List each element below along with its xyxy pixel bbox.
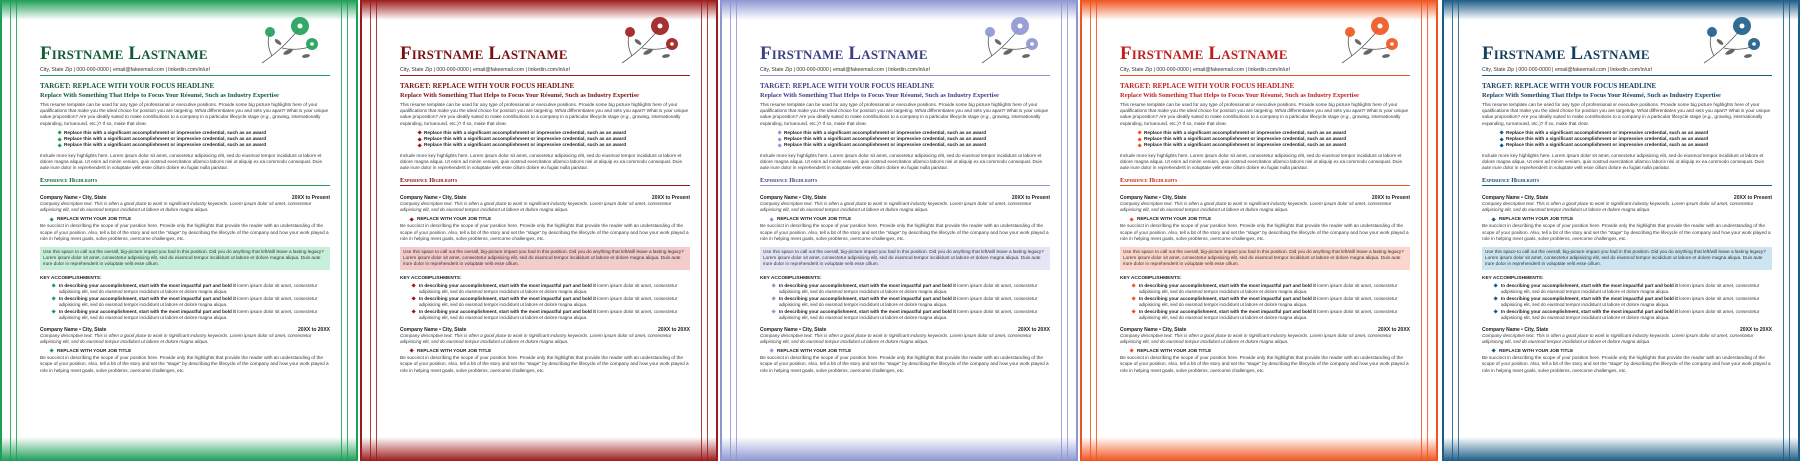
company-description: Company descriptive text. This is often a good place to work in significant industry keywords. Lorem ipsum dolor sit amet, consectetur adipisicing elit, sed do eiusmod tempor incididunt ut labore et dolore magna aliqua.	[40, 201, 312, 213]
resume-body	[400, 44, 690, 374]
job-dates: 20XX to Present	[1733, 195, 1772, 202]
highlight-list	[778, 130, 1050, 149]
scope-paragraph: Be succinct in describing the scope of your position here. Provide only the highlights that provide the reader with an understanding of the scope of your position. Also, tell a bit of the story and set the "stage" by describing the lifecycle of the company and how your work played a role in helping meet goals, solve problems, overcome challenges, etc.	[1120, 355, 1409, 373]
key-accomplishments-label: KEY ACCOMPLISHMENTS:	[400, 275, 462, 281]
summary-paragraph: This resume template can be used for any type of professional or executive positions. Provide some big picture highlights here of your qualifications that make you the ideal choice for position you are targeting. What differentiates you and sets you apart? What is your unique value proposition? Are you ideally suited to make contributions to a company in a particular lifecycle stage (e.g., growing, internationally expanding, turnaround, etc.)? If so, make that clear.	[1120, 102, 1409, 126]
right-rule	[1783, 0, 1784, 461]
list-item: In describing your accomplishment, start with the most impactful part and bold it lorem ipsum dolor sit amet, consectetur adipisicing elit, sed do eiusmod tempor incididunt ut labore et dolore magna aliqua.	[1494, 296, 1772, 308]
right-rule	[1061, 0, 1062, 461]
contact-line: City, State Zip | 000-000-0000 | email@fakeemail.com | linkedin.com/in/url	[1482, 67, 1652, 73]
diamond-bullet-icon	[777, 131, 782, 136]
job-title: REPLACE WITH YOUR JOB TITLE	[1130, 348, 1410, 353]
list-item: Replace this with a significant accomplishment or impressive credential, such as an award	[418, 136, 690, 142]
list-item: In describing your accomplishment, start with the most impactful part and bold it lorem ipsum dolor sit amet, consectetur adipisicing elit, sed do eiusmod tempor incididunt ut labore et dolore magna aliqua.	[412, 296, 690, 308]
diamond-bullet-icon	[417, 131, 422, 136]
diamond-bullet-icon	[49, 217, 54, 222]
contact-line: City, State Zip | 000-000-0000 | email@fakeemail.com | linkedin.com/in/url	[760, 67, 930, 73]
diamond-bullet-icon	[1499, 131, 1504, 136]
right-rule	[1067, 0, 1068, 461]
right-rule	[707, 0, 708, 461]
highlight-list	[418, 130, 690, 149]
list-item: In describing your accomplishment, start with the most impactful part and bold it lorem ipsum dolor sit amet, consectetur adipisicing elit, sed do eiusmod tempor incididunt ut labore et dolore magna aliqua.	[1132, 296, 1410, 308]
diamond-bullet-icon	[1131, 283, 1136, 288]
diamond-bullet-icon	[417, 137, 422, 142]
job-dates: 20XX to Present	[651, 195, 690, 202]
diamond-bullet-icon	[1499, 137, 1504, 142]
focus-subheadline: Replace With Something That Helps to Focus Your Résumé, Such as Industry Expertise	[1482, 92, 1721, 99]
right-rule	[1427, 0, 1428, 461]
diamond-bullet-icon	[411, 296, 416, 301]
company-line: Company Name • City, State	[40, 195, 107, 202]
job-title: REPLACE WITH YOUR JOB TITLE	[410, 348, 690, 353]
job-dates: 20XX to Present	[291, 195, 330, 202]
right-rule	[701, 0, 702, 461]
divider	[1482, 185, 1772, 186]
left-rule	[1452, 0, 1453, 461]
list-item: Replace this with a significant accomplishment or impressive credential, such as an award	[1500, 142, 1772, 148]
more-highlights-paragraph: Include more key highlights here. Lorem ipsum dolor sit amet, consectetur adipisicing elit, sed do eiusmod tempor incididunt ut labore et dolore magna aliqua. Ut enim ad minim veniam, quis nostrud exercitation ullamco laboris nisi ut aliquip ex ea commodo consequat. Duis aute irure dolor in reprehenderit in voluptate velit esse cillum dolore eu fugiat nulla pariatur.	[40, 152, 322, 171]
list-item: In describing your accomplishment, start with the most impactful part and bold it lorem ipsum dolor sit amet, consectetur adipisicing elit, sed do eiusmod tempor incididunt ut labore et dolore magna aliqua.	[52, 283, 330, 295]
job-title: REPLACE WITH YOUR JOB TITLE	[770, 348, 1050, 353]
candidate-name: Firstname Lastname	[1120, 43, 1288, 64]
diamond-bullet-icon	[411, 283, 416, 288]
diamond-bullet-icon	[1131, 310, 1136, 315]
company-line: Company Name • City, State	[760, 195, 827, 202]
list-item: Replace this with a significant accomplishment or impressive credential, such as an award	[58, 136, 330, 142]
focus-subheadline: Replace With Something That Helps to Focus Your Résumé, Such as Industry Expertise	[760, 92, 999, 99]
job-title: REPLACE WITH YOUR JOB TITLE	[1492, 348, 1772, 353]
key-accomplishments-label: KEY ACCOMPLISHMENTS:	[1120, 275, 1182, 281]
resume-page-red[interactable]	[360, 0, 718, 461]
job-title: REPLACE WITH YOUR JOB TITLE	[50, 216, 330, 221]
company-line: Company Name • City, State	[40, 327, 107, 334]
list-item: Replace this with a significant accomplishment or impressive credential, such as an award	[1138, 130, 1410, 136]
list-item: In describing your accomplishment, start with the most impactful part and bold it lorem ipsum dolor sit amet, consectetur adipisicing elit, sed do eiusmod tempor incididunt ut labore et dolore magna aliqua.	[1494, 309, 1772, 321]
more-highlights-paragraph: Include more key highlights here. Lorem ipsum dolor sit amet, consectetur adipisicing elit, sed do eiusmod tempor incididunt ut labore et dolore magna aliqua. Ut enim ad minim veniam, quis nostrud exercitation ullamco laboris nisi ut aliquip ex ea commodo consequat. Duis aute irure dolor in reprehenderit in voluptate velit esse cillum dolore eu fugiat nulla pariatur.	[1120, 152, 1402, 171]
focus-headline: TARGET: REPLACE WITH YOUR FOCUS HEADLINE	[400, 82, 575, 90]
candidate-name: Firstname Lastname	[40, 43, 208, 64]
bottom-color-band	[1444, 437, 1798, 461]
diamond-bullet-icon	[1137, 137, 1142, 142]
diamond-bullet-icon	[769, 349, 774, 354]
scope-paragraph: Be succinct in describing the scope of your position here. Provide only the highlights that provide the reader with an understanding of the scope of your position. Also, tell a bit of the story and set the "stage" by describing the lifecycle of the company and how your work played a role in helping meet goals, solve problems, overcome challenges, etc.	[1120, 223, 1409, 241]
job-dates: 20XX to 20XX	[1740, 327, 1772, 334]
left-rule	[10, 0, 11, 461]
diamond-bullet-icon	[771, 283, 776, 288]
accomplishment-list	[1494, 283, 1772, 322]
impact-callout: Use this space to call out the overall, big-picture impact you had in this position. Did you do anything that left/will leave a lasting legacy? Lorem ipsum dolor sit amet, consectetur adipisicing elit, sed do eiusmod tempor incididunt ut labore et dolore magna aliqua. Duis aute irure dolor in reprehenderit in voluptate velit esse cillum.	[1120, 247, 1410, 270]
summary-paragraph: This resume template can be used for any type of professional or executive positions. Provide some big picture highlights here of your qualifications that make you the ideal choice for position you are targeting. What differentiates you and sets you apart? What is your unique value proposition? Are you ideally suited to make contributions to a company in a particular lifecycle stage (e.g., growing, internationally expanding, turnaround, etc.)? If so, make that clear.	[400, 102, 689, 126]
resume-page-lavender[interactable]	[720, 0, 1078, 461]
job-dates: 20XX to Present	[1011, 195, 1050, 202]
divider	[1120, 75, 1410, 76]
accomplishment-list	[772, 283, 1050, 322]
list-item: In describing your accomplishment, start with the most impactful part and bold it lorem ipsum dolor sit amet, consectetur adipisicing elit, sed do eiusmod tempor incididunt ut labore et dolore magna aliqua.	[412, 309, 690, 321]
bottom-color-band	[2, 437, 356, 461]
job-dates: 20XX to 20XX	[1378, 327, 1410, 334]
diamond-bullet-icon	[1499, 143, 1504, 148]
right-rule	[341, 0, 342, 461]
diamond-bullet-icon	[49, 349, 54, 354]
scope-paragraph: Be succinct in describing the scope of your position here. Provide only the highlights that provide the reader with an understanding of the scope of your position. Also, tell a bit of the story and set the "stage" by describing the lifecycle of the company and how your work played a role in helping meet goals, solve problems, overcome challenges, etc.	[400, 355, 689, 373]
diamond-bullet-icon	[769, 217, 774, 222]
list-item: Replace this with a significant accomplishment or impressive credential, such as an award	[1138, 136, 1410, 142]
contact-line: City, State Zip | 000-000-0000 | email@fakeemail.com | linkedin.com/in/url	[1120, 67, 1290, 73]
list-item: In describing your accomplishment, start with the most impactful part and bold it lorem ipsum dolor sit amet, consectetur adipisicing elit, sed do eiusmod tempor incididunt ut labore et dolore magna aliqua.	[52, 309, 330, 321]
divider	[1482, 75, 1772, 76]
job-title: REPLACE WITH YOUR JOB TITLE	[410, 216, 690, 221]
job-title: REPLACE WITH YOUR JOB TITLE	[1492, 216, 1772, 221]
diamond-bullet-icon	[1491, 349, 1496, 354]
list-item: Replace this with a significant accomplishment or impressive credential, such as an award	[1500, 130, 1772, 136]
right-rule	[1789, 0, 1790, 461]
list-item: In describing your accomplishment, start with the most impactful part and bold it lorem ipsum dolor sit amet, consectetur adipisicing elit, sed do eiusmod tempor incididunt ut labore et dolore magna aliqua.	[1494, 283, 1772, 295]
list-item: In describing your accomplishment, start with the most impactful part and bold it lorem ipsum dolor sit amet, consectetur adipisicing elit, sed do eiusmod tempor incididunt ut labore et dolore magna aliqua.	[52, 296, 330, 308]
diamond-bullet-icon	[771, 310, 776, 315]
diamond-bullet-icon	[57, 137, 62, 142]
diamond-bullet-icon	[1493, 283, 1498, 288]
company-line: Company Name • City, State	[760, 327, 827, 334]
resume-body	[760, 44, 1050, 374]
focus-subheadline: Replace With Something That Helps to Focus Your Résumé, Such as Industry Expertise	[40, 92, 279, 99]
diamond-bullet-icon	[1493, 310, 1498, 315]
company-description: Company descriptive text. This is often a good place to work in significant industry keywords. Lorem ipsum dolor sit amet, consectetur adipisicing elit, sed do eiusmod tempor incididunt ut labore et dolore magna aliqua.	[760, 201, 1032, 213]
company-description: Company descriptive text. This is often a good place to work in significant industry keywords. Lorem ipsum dolor sit amet, consectetur adipisicing elit, sed do eiusmod tempor incididunt ut labore et dolore magna aliqua.	[1120, 333, 1392, 345]
bottom-color-band	[722, 437, 1076, 461]
scope-paragraph: Be succinct in describing the scope of your position here. Provide only the highlights that provide the reader with an understanding of the scope of your position. Also, tell a bit of the story and set the "stage" by describing the lifecycle of the company and how your work played a role in helping meet goals, solve problems, overcome challenges, etc.	[40, 223, 329, 241]
company-line: Company Name • City, State	[400, 195, 467, 202]
list-item: Replace this with a significant accomplishment or impressive credential, such as an award	[1138, 142, 1410, 148]
divider	[1120, 185, 1410, 186]
summary-paragraph: This resume template can be used for any type of professional or executive positions. Provide some big picture highlights here of your qualifications that make you the ideal choice for position you are targeting. What differentiates you and sets you apart? What is your unique value proposition? Are you ideally suited to make contributions to a company in a particular lifecycle stage (e.g., growing, internationally expanding, turnaround, etc.)? If so, make that clear.	[1482, 102, 1771, 126]
divider	[400, 75, 690, 76]
diamond-bullet-icon	[409, 217, 414, 222]
company-line: Company Name • City, State	[1120, 195, 1187, 202]
bottom-color-band	[1082, 437, 1436, 461]
left-rule	[1096, 0, 1097, 461]
job-title: REPLACE WITH YOUR JOB TITLE	[770, 216, 1050, 221]
list-item: In describing your accomplishment, start with the most impactful part and bold it lorem ipsum dolor sit amet, consectetur adipisicing elit, sed do eiusmod tempor incididunt ut labore et dolore magna aliqua.	[1132, 283, 1410, 295]
diamond-bullet-icon	[409, 349, 414, 354]
company-description: Company descriptive text. This is often a good place to work in significant industry keywords. Lorem ipsum dolor sit amet, consectetur adipisicing elit, sed do eiusmod tempor incididunt ut labore et dolore magna aliqua.	[400, 333, 672, 345]
impact-callout: Use this space to call out the overall, big-picture impact you had in this position. Did you do anything that left/will leave a lasting legacy? Lorem ipsum dolor sit amet, consectetur adipisicing elit, sed do eiusmod tempor incididunt ut labore et dolore magna aliqua. Duis aute irure dolor in reprehenderit in voluptate velit esse cillum.	[40, 247, 330, 270]
list-item: Replace this with a significant accomplishment or impressive credential, such as an award	[778, 136, 1050, 142]
list-item: In describing your accomplishment, start with the most impactful part and bold it lorem ipsum dolor sit amet, consectetur adipisicing elit, sed do eiusmod tempor incididunt ut labore et dolore magna aliqua.	[772, 296, 1050, 308]
company-description: Company descriptive text. This is often a good place to work in significant industry keywords. Lorem ipsum dolor sit amet, consectetur adipisicing elit, sed do eiusmod tempor incididunt ut labore et dolore magna aliqua.	[1482, 201, 1754, 213]
accomplishment-list	[412, 283, 690, 322]
focus-subheadline: Replace With Something That Helps to Focus Your Résumé, Such as Industry Expertise	[1120, 92, 1359, 99]
job-dates: 20XX to Present	[1371, 195, 1410, 202]
job-title: REPLACE WITH YOUR JOB TITLE	[1130, 216, 1410, 221]
key-accomplishments-label: KEY ACCOMPLISHMENTS:	[760, 275, 822, 281]
list-item: In describing your accomplishment, start with the most impactful part and bold it lorem ipsum dolor sit amet, consectetur adipisicing elit, sed do eiusmod tempor incididunt ut labore et dolore magna aliqua.	[772, 283, 1050, 295]
candidate-name: Firstname Lastname	[760, 43, 928, 64]
diamond-bullet-icon	[1493, 296, 1498, 301]
impact-callout: Use this space to call out the overall, big-picture impact you had in this position. Did you do anything that left/will leave a lasting legacy? Lorem ipsum dolor sit amet, consectetur adipisicing elit, sed do eiusmod tempor incididunt ut labore et dolore magna aliqua. Duis aute irure dolor in reprehenderit in voluptate velit esse cillum.	[400, 247, 690, 270]
company-description: Company descriptive text. This is often a good place to work in significant industry keywords. Lorem ipsum dolor sit amet, consectetur adipisicing elit, sed do eiusmod tempor incididunt ut labore et dolore magna aliqua.	[40, 333, 312, 345]
list-item: Replace this with a significant accomplishment or impressive credential, such as an award	[58, 130, 330, 136]
accomplishment-list	[1132, 283, 1410, 322]
company-description: Company descriptive text. This is often a good place to work in significant industry keywords. Lorem ipsum dolor sit amet, consectetur adipisicing elit, sed do eiusmod tempor incididunt ut labore et dolore magna aliqua.	[400, 201, 672, 213]
diamond-bullet-icon	[57, 131, 62, 136]
list-item: Replace this with a significant accomplishment or impressive credential, such as an award	[778, 142, 1050, 148]
diamond-bullet-icon	[1129, 349, 1134, 354]
left-rule	[730, 0, 731, 461]
diamond-bullet-icon	[777, 143, 782, 148]
left-rule	[16, 0, 17, 461]
section-title: Experience Highlights	[400, 177, 458, 185]
list-item: Replace this with a significant accomplishment or impressive credential, such as an award	[58, 142, 330, 148]
diamond-bullet-icon	[51, 296, 56, 301]
focus-headline: TARGET: REPLACE WITH YOUR FOCUS HEADLINE	[1120, 82, 1295, 90]
accomplishment-list	[52, 283, 330, 322]
highlight-list	[1138, 130, 1410, 149]
company-line: Company Name • City, State	[1120, 327, 1187, 334]
focus-subheadline: Replace With Something That Helps to Focus Your Résumé, Such as Industry Expertise	[400, 92, 639, 99]
resume-page-orange[interactable]	[1080, 0, 1438, 461]
section-title: Experience Highlights	[40, 177, 98, 185]
left-rule	[1090, 0, 1091, 461]
list-item: Replace this with a significant accomplishment or impressive credential, such as an award	[1500, 136, 1772, 142]
diamond-bullet-icon	[1129, 217, 1134, 222]
left-rule	[736, 0, 737, 461]
focus-headline: TARGET: REPLACE WITH YOUR FOCUS HEADLINE	[1482, 82, 1657, 90]
section-title: Experience Highlights	[1120, 177, 1178, 185]
contact-line: City, State Zip | 000-000-0000 | email@fakeemail.com | linkedin.com/in/url	[40, 67, 210, 73]
right-rule	[347, 0, 348, 461]
diamond-bullet-icon	[417, 143, 422, 148]
summary-paragraph: This resume template can be used for any type of professional or executive positions. Provide some big picture highlights here of your qualifications that make you the ideal choice for position you are targeting. What differentiates you and sets you apart? What is your unique value proposition? Are you ideally suited to make contributions to a company in a particular lifecycle stage (e.g., growing, internationally expanding, turnaround, etc.)? If so, make that clear.	[760, 102, 1049, 126]
section-title: Experience Highlights	[1482, 177, 1540, 185]
diamond-bullet-icon	[51, 310, 56, 315]
scope-paragraph: Be succinct in describing the scope of your position here. Provide only the highlights that provide the reader with an understanding of the scope of your position. Also, tell a bit of the story and set the "stage" by describing the lifecycle of the company and how your work played a role in helping meet goals, solve problems, overcome challenges, etc.	[760, 223, 1049, 241]
right-rule	[1421, 0, 1422, 461]
scope-paragraph: Be succinct in describing the scope of your position here. Provide only the highlights that provide the reader with an understanding of the scope of your position. Also, tell a bit of the story and set the "stage" by describing the lifecycle of the company and how your work played a role in helping meet goals, solve problems, overcome challenges, etc.	[40, 355, 329, 373]
left-rule	[376, 0, 377, 461]
diamond-bullet-icon	[1131, 296, 1136, 301]
divider	[760, 185, 1050, 186]
more-highlights-paragraph: Include more key highlights here. Lorem ipsum dolor sit amet, consectetur adipisicing elit, sed do eiusmod tempor incididunt ut labore et dolore magna aliqua. Ut enim ad minim veniam, quis nostrud exercitation ullamco laboris nisi ut aliquip ex ea commodo consequat. Duis aute irure dolor in reprehenderit in voluptate velit esse cillum dolore eu fugiat nulla pariatur.	[1482, 152, 1764, 171]
key-accomplishments-label: KEY ACCOMPLISHMENTS:	[1482, 275, 1544, 281]
resume-page-green[interactable]	[0, 0, 358, 461]
section-title: Experience Highlights	[760, 177, 818, 185]
diamond-bullet-icon	[1137, 143, 1142, 148]
scope-paragraph: Be succinct in describing the scope of your position here. Provide only the highlights that provide the reader with an understanding of the scope of your position. Also, tell a bit of the story and set the "stage" by describing the lifecycle of the company and how your work played a role in helping meet goals, solve problems, overcome challenges, etc.	[1482, 223, 1771, 241]
job-dates: 20XX to 20XX	[1018, 327, 1050, 334]
candidate-name: Firstname Lastname	[400, 43, 568, 64]
diamond-bullet-icon	[411, 310, 416, 315]
diamond-bullet-icon	[1137, 131, 1142, 136]
divider	[760, 75, 1050, 76]
impact-callout: Use this space to call out the overall, big-picture impact you had in this position. Did you do anything that left/will leave a lasting legacy? Lorem ipsum dolor sit amet, consectetur adipisicing elit, sed do eiusmod tempor incididunt ut labore et dolore magna aliqua. Duis aute irure dolor in reprehenderit in voluptate velit esse cillum.	[1482, 247, 1772, 270]
diamond-bullet-icon	[1491, 217, 1496, 222]
candidate-name: Firstname Lastname	[1482, 43, 1650, 64]
job-dates: 20XX to 20XX	[298, 327, 330, 334]
left-rule	[1458, 0, 1459, 461]
list-item: In describing your accomplishment, start with the most impactful part and bold it lorem ipsum dolor sit amet, consectetur adipisicing elit, sed do eiusmod tempor incididunt ut labore et dolore magna aliqua.	[772, 309, 1050, 321]
scope-paragraph: Be succinct in describing the scope of your position here. Provide only the highlights that provide the reader with an understanding of the scope of your position. Also, tell a bit of the story and set the "stage" by describing the lifecycle of the company and how your work played a role in helping meet goals, solve problems, overcome challenges, etc.	[1482, 355, 1771, 373]
diamond-bullet-icon	[57, 143, 62, 148]
company-description: Company descriptive text. This is often a good place to work in significant industry keywords. Lorem ipsum dolor sit amet, consectetur adipisicing elit, sed do eiusmod tempor incididunt ut labore et dolore magna aliqua.	[1482, 333, 1754, 345]
company-line: Company Name • City, State	[1482, 195, 1549, 202]
scope-paragraph: Be succinct in describing the scope of your position here. Provide only the highlights that provide the reader with an understanding of the scope of your position. Also, tell a bit of the story and set the "stage" by describing the lifecycle of the company and how your work played a role in helping meet goals, solve problems, overcome challenges, etc.	[760, 355, 1049, 373]
list-item: In describing your accomplishment, start with the most impactful part and bold it lorem ipsum dolor sit amet, consectetur adipisicing elit, sed do eiusmod tempor incididunt ut labore et dolore magna aliqua.	[412, 283, 690, 295]
key-accomplishments-label: KEY ACCOMPLISHMENTS:	[40, 275, 102, 281]
scope-paragraph: Be succinct in describing the scope of your position here. Provide only the highlights that provide the reader with an understanding of the scope of your position. Also, tell a bit of the story and set the "stage" by describing the lifecycle of the company and how your work played a role in helping meet goals, solve problems, overcome challenges, etc.	[400, 223, 689, 241]
bottom-color-band	[362, 437, 716, 461]
list-item: Replace this with a significant accomplishment or impressive credential, such as an award	[418, 130, 690, 136]
impact-callout: Use this space to call out the overall, big-picture impact you had in this position. Did you do anything that left/will leave a lasting legacy? Lorem ipsum dolor sit amet, consectetur adipisicing elit, sed do eiusmod tempor incididunt ut labore et dolore magna aliqua. Duis aute irure dolor in reprehenderit in voluptate velit esse cillum.	[760, 247, 1050, 270]
list-item: In describing your accomplishment, start with the most impactful part and bold it lorem ipsum dolor sit amet, consectetur adipisicing elit, sed do eiusmod tempor incididunt ut labore et dolore magna aliqua.	[1132, 309, 1410, 321]
list-item: Replace this with a significant accomplishment or impressive credential, such as an award	[418, 142, 690, 148]
focus-headline: TARGET: REPLACE WITH YOUR FOCUS HEADLINE	[40, 82, 215, 90]
diamond-bullet-icon	[51, 283, 56, 288]
job-title: REPLACE WITH YOUR JOB TITLE	[50, 348, 330, 353]
diamond-bullet-icon	[771, 296, 776, 301]
contact-line: City, State Zip | 000-000-0000 | email@fakeemail.com | linkedin.com/in/url	[400, 67, 570, 73]
more-highlights-paragraph: Include more key highlights here. Lorem ipsum dolor sit amet, consectetur adipisicing elit, sed do eiusmod tempor incididunt ut labore et dolore magna aliqua. Ut enim ad minim veniam, quis nostrud exercitation ullamco laboris nisi ut aliquip ex ea commodo consequat. Duis aute irure dolor in reprehenderit in voluptate velit esse cillum dolore eu fugiat nulla pariatur.	[760, 152, 1042, 171]
job-dates: 20XX to 20XX	[658, 327, 690, 334]
list-item: Replace this with a significant accomplishment or impressive credential, such as an award	[778, 130, 1050, 136]
resume-page-navy[interactable]	[1442, 0, 1800, 461]
divider	[40, 185, 330, 186]
divider	[40, 75, 330, 76]
diamond-bullet-icon	[777, 137, 782, 142]
more-highlights-paragraph: Include more key highlights here. Lorem ipsum dolor sit amet, consectetur adipisicing elit, sed do eiusmod tempor incididunt ut labore et dolore magna aliqua. Ut enim ad minim veniam, quis nostrud exercitation ullamco laboris nisi ut aliquip ex ea commodo consequat. Duis aute irure dolor in reprehenderit in voluptate velit esse cillum dolore eu fugiat nulla pariatur.	[400, 152, 682, 171]
highlight-list	[58, 130, 330, 149]
highlight-list	[1500, 130, 1772, 149]
company-line: Company Name • City, State	[400, 327, 467, 334]
resume-body	[1482, 44, 1772, 374]
divider	[400, 185, 690, 186]
company-description: Company descriptive text. This is often a good place to work in significant industry keywords. Lorem ipsum dolor sit amet, consectetur adipisicing elit, sed do eiusmod tempor incididunt ut labore et dolore magna aliqua.	[1120, 201, 1392, 213]
resume-body	[40, 44, 330, 374]
left-rule	[370, 0, 371, 461]
summary-paragraph: This resume template can be used for any type of professional or executive positions. Provide some big picture highlights here of your qualifications that make you the ideal choice for position you are targeting. What differentiates you and sets you apart? What is your unique value proposition? Are you ideally suited to make contributions to a company in a particular lifecycle stage (e.g., growing, internationally expanding, turnaround, etc.)? If so, make that clear.	[40, 102, 329, 126]
company-description: Company descriptive text. This is often a good place to work in significant industry keywords. Lorem ipsum dolor sit amet, consectetur adipisicing elit, sed do eiusmod tempor incididunt ut labore et dolore magna aliqua.	[760, 333, 1032, 345]
company-line: Company Name • City, State	[1482, 327, 1549, 334]
resume-body	[1120, 44, 1410, 374]
focus-headline: TARGET: REPLACE WITH YOUR FOCUS HEADLINE	[760, 82, 935, 90]
